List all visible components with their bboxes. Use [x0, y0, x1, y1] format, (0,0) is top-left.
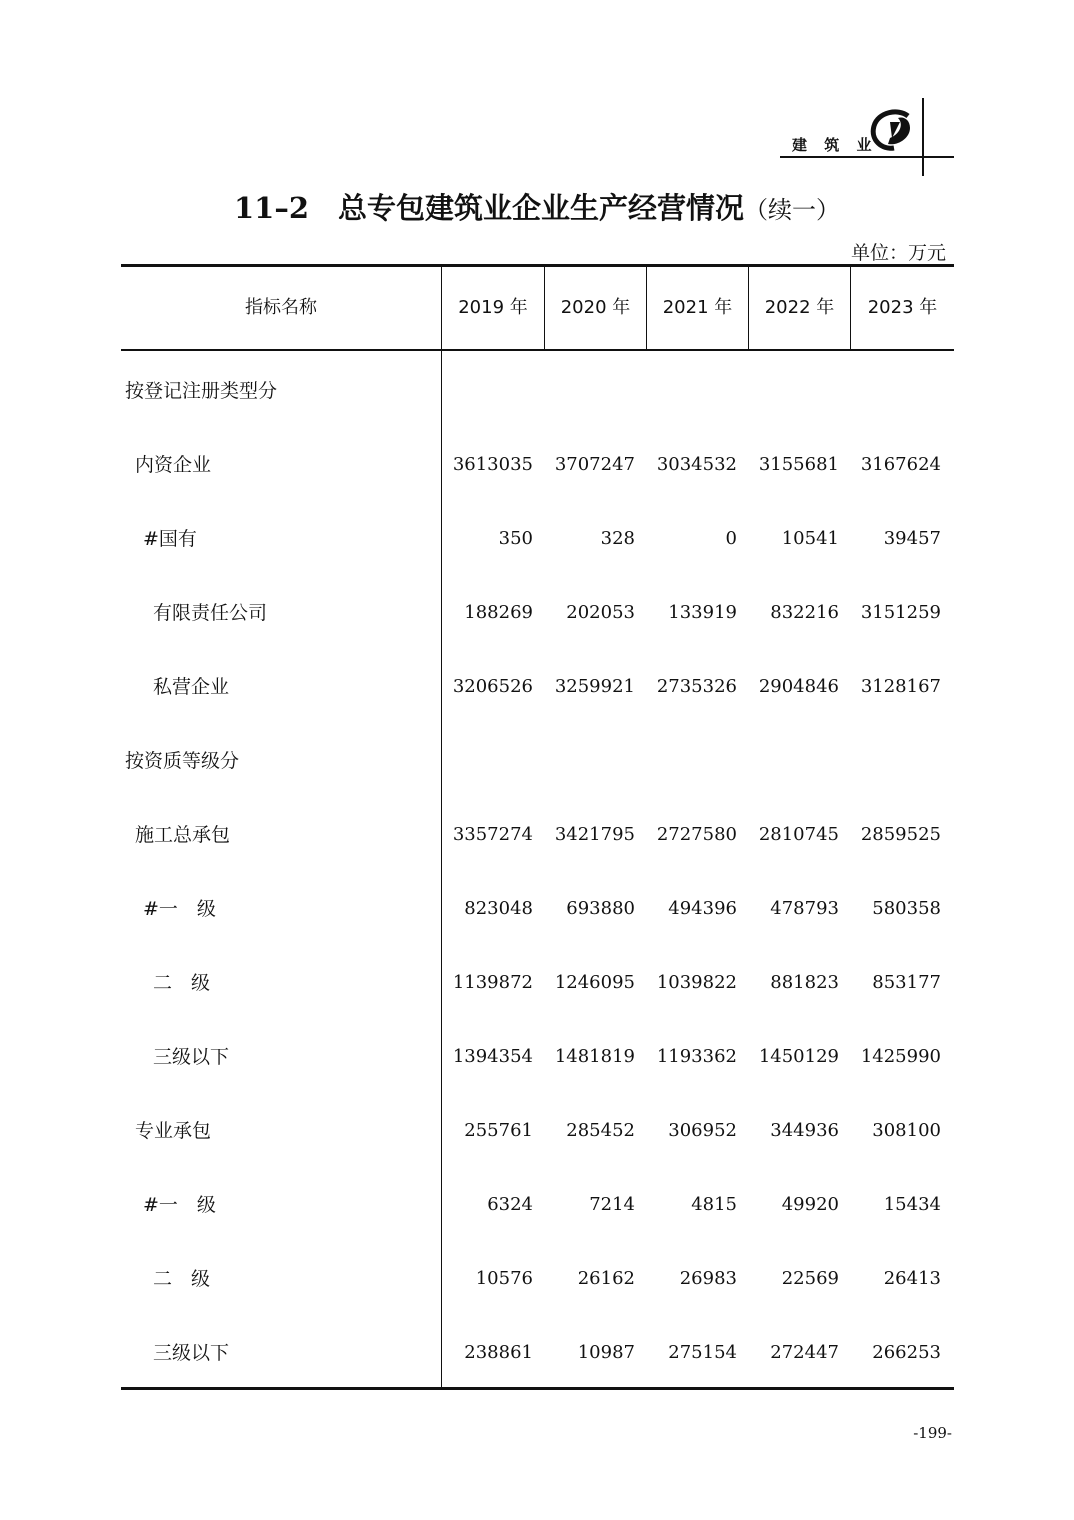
table-cell: 2859525 — [860, 824, 941, 845]
table-cell: 266253 — [872, 1342, 941, 1363]
table-row — [121, 428, 954, 502]
table-cell: 3259921 — [554, 676, 635, 697]
table-cell: 2727580 — [656, 824, 737, 845]
page-number: -199- — [913, 1424, 952, 1442]
table-row — [121, 1316, 954, 1390]
table-cell: 1394354 — [452, 1046, 533, 1067]
table-cell: 478793 — [770, 898, 839, 919]
table-cell: 3034532 — [656, 454, 737, 475]
table-cell: 26413 — [883, 1268, 941, 1289]
column-header: 2022 年 — [764, 297, 835, 318]
table-row — [121, 354, 954, 428]
row-label: 三级以下 — [153, 1046, 230, 1068]
table-row — [121, 872, 954, 946]
row-label: 按资质等级分 — [125, 750, 240, 772]
column-header: 指标名称 — [245, 297, 317, 318]
title-suffix: （续一） — [744, 196, 841, 224]
column-header: 2021 年 — [662, 297, 733, 318]
table-row — [121, 1168, 954, 1242]
table-cell: 3707247 — [554, 454, 635, 475]
column-header: 2023 年 — [867, 297, 938, 318]
column-header: 2019 年 — [458, 297, 528, 318]
row-label: #一 级 — [143, 1194, 216, 1216]
row-label: 内资企业 — [135, 454, 212, 476]
table-cell: 1039822 — [656, 972, 737, 993]
table-cell: 350 — [498, 528, 533, 549]
column-header: 2020 年 — [560, 297, 631, 318]
page-title — [0, 186, 1074, 227]
table-cell: 823048 — [464, 898, 533, 919]
header-vertical-rule — [922, 98, 924, 176]
table-cell: 10576 — [475, 1268, 533, 1289]
table-cell: 2904846 — [758, 676, 839, 697]
table-cell: 3613035 — [452, 454, 533, 475]
row-label: 二 级 — [153, 1268, 211, 1290]
table-cell: 3128167 — [860, 676, 941, 697]
header-horizontal-rule — [780, 156, 954, 158]
table-cell: 1450129 — [758, 1046, 839, 1067]
table-cell: 832216 — [770, 602, 839, 623]
table-cell: 4815 — [691, 1194, 737, 1215]
title-main: 11–2 总专包建筑业企业生产经营情况 — [233, 191, 745, 225]
table-cell: 49920 — [781, 1194, 839, 1215]
table-cell: 188269 — [464, 602, 533, 623]
table-cell: 10541 — [781, 528, 839, 549]
table-cell: 6324 — [487, 1194, 533, 1215]
table-cell: 344936 — [770, 1120, 839, 1141]
table-row — [121, 724, 954, 798]
table-cell: 693880 — [566, 898, 635, 919]
row-label: #国有 — [143, 528, 197, 550]
table-cell: 7214 — [589, 1194, 635, 1215]
table-cell: 285452 — [566, 1120, 635, 1141]
table-cell: 15434 — [883, 1194, 941, 1215]
table-cell: 3155681 — [758, 454, 839, 475]
row-label: 二 级 — [153, 972, 211, 994]
table-cell: 255761 — [464, 1120, 533, 1141]
table-cell: 1481819 — [554, 1046, 635, 1067]
unit-label: 单位：万元 — [850, 242, 946, 264]
table-cell: 10987 — [577, 1342, 635, 1363]
table-cell: 306952 — [668, 1120, 737, 1141]
table-cell: 272447 — [770, 1342, 839, 1363]
row-label: #一 级 — [143, 898, 216, 920]
table-cell: 881823 — [770, 972, 839, 993]
table-cell: 494396 — [668, 898, 737, 919]
table-row — [121, 502, 954, 576]
table-cell: 1193362 — [656, 1046, 737, 1067]
table-cell: 3167624 — [860, 454, 941, 475]
table-cell: 1425990 — [860, 1046, 941, 1067]
table-row — [121, 1242, 954, 1316]
table-cell: 308100 — [872, 1120, 941, 1141]
row-label: 有限责任公司 — [153, 602, 268, 624]
row-label: 按登记注册类型分 — [125, 380, 278, 402]
table-cell: 3421795 — [554, 824, 635, 845]
table-row — [121, 798, 954, 872]
row-label: 专业承包 — [135, 1120, 212, 1142]
table-cell: 3151259 — [860, 602, 941, 623]
table-cell: 26162 — [577, 1268, 635, 1289]
table-cell: 22569 — [781, 1268, 839, 1289]
section-logo-icon — [868, 108, 916, 152]
table-cell: 2810745 — [758, 824, 839, 845]
table-cell: 580358 — [872, 898, 941, 919]
table-cell: 3206526 — [452, 676, 533, 697]
table-cell: 202053 — [566, 602, 635, 623]
table-cell: 39457 — [883, 528, 941, 549]
table-row — [121, 1020, 954, 1094]
table-cell: 238861 — [464, 1342, 533, 1363]
table-cell: 133919 — [668, 602, 737, 623]
table-cell: 853177 — [872, 972, 941, 993]
table-cell: 275154 — [668, 1342, 737, 1363]
table-cell: 1139872 — [452, 972, 533, 993]
table-row — [121, 1094, 954, 1168]
row-label: 私营企业 — [153, 676, 230, 698]
table-cell: 2735326 — [656, 676, 737, 697]
table-cell: 328 — [600, 528, 635, 549]
table-cell: 1246095 — [554, 972, 635, 993]
table-row — [121, 650, 954, 724]
row-label: 三级以下 — [153, 1342, 230, 1364]
table-row — [121, 946, 954, 1020]
table-row — [121, 576, 954, 650]
table-cell: 3357274 — [452, 824, 533, 845]
section-label: 建 筑 业 — [792, 136, 878, 154]
table-cell: 0 — [725, 528, 737, 549]
table-cell: 26983 — [679, 1268, 737, 1289]
row-label: 施工总承包 — [135, 824, 231, 846]
